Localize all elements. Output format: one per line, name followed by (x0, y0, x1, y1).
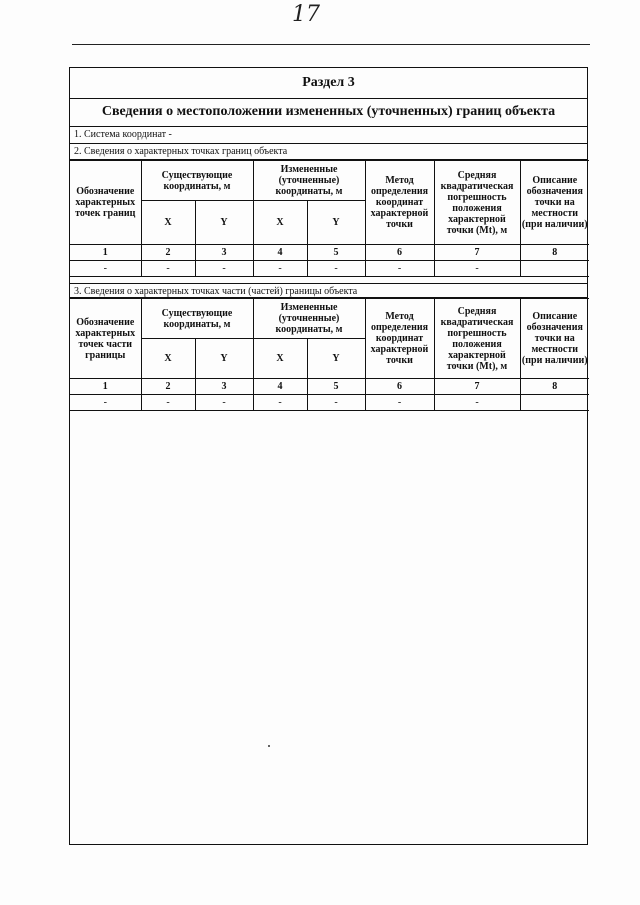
column-numbers-row (70, 245, 589, 261)
col-number: 3 (195, 379, 253, 395)
col-number: 6 (365, 245, 434, 261)
table-cell: - (195, 261, 253, 277)
table-cell (520, 395, 589, 411)
header-existing-coords: Существующие координаты, м (141, 299, 253, 339)
boundary-points-table (70, 160, 589, 277)
col-number: 8 (520, 245, 589, 261)
coord-system-line: 1. Система координат - (70, 126, 587, 144)
col-number: 5 (307, 379, 365, 395)
header-method: Метод определения координат характерной точки (365, 161, 434, 245)
header-designation: Обозначение характерных точек части границы (70, 299, 141, 379)
table-cell: - (365, 395, 434, 411)
table-cell (520, 261, 589, 277)
col-number: 4 (253, 379, 307, 395)
header-x: X (141, 339, 195, 379)
table-cell: - (434, 261, 520, 277)
header-y: Y (195, 201, 253, 245)
header-existing-coords: Существующие координаты, м (141, 161, 253, 201)
header-changed-coords: Измененные (уточненные) координаты, м (253, 299, 365, 339)
header-error: Средняя квадратическая погрешность положения характерной точки (Mt), м (434, 299, 520, 379)
top-rule (72, 44, 590, 45)
header-error: Средняя квадратическая погрешность положения характерной точки (Mt), м (434, 161, 520, 245)
col-number: 5 (307, 245, 365, 261)
header-description: Описание обозначения точки на местности (при наличии) (520, 161, 589, 245)
col-number: 6 (365, 379, 434, 395)
header-y-changed: Y (307, 201, 365, 245)
col-number: 4 (253, 245, 307, 261)
header-method: Метод определения координат характерной точки (365, 299, 434, 379)
table-cell: - (307, 261, 365, 277)
header-x-changed: X (253, 201, 307, 245)
table-cell: - (195, 395, 253, 411)
table-cell: - (253, 261, 307, 277)
header-y: Y (195, 339, 253, 379)
ink-dot (268, 745, 270, 747)
table-cell: - (141, 395, 195, 411)
col-number: 3 (195, 245, 253, 261)
header-x: X (141, 201, 195, 245)
col-number: 1 (70, 245, 141, 261)
col-number: 2 (141, 245, 195, 261)
table-row (70, 395, 589, 411)
table-cell: - (253, 395, 307, 411)
table-cell: - (141, 261, 195, 277)
section-subtitle: Сведения о местоположении измененных (уточненных) границ объекта (70, 98, 587, 127)
table-cell: - (434, 395, 520, 411)
column-numbers-row (70, 379, 589, 395)
part-points-table (70, 298, 589, 411)
col-number: 2 (141, 379, 195, 395)
table-cell: - (307, 395, 365, 411)
document-frame (69, 67, 588, 845)
parts-heading: 3. Сведения о характерных точках части (частей) границы объекта (70, 283, 587, 298)
col-number: 1 (70, 379, 141, 395)
col-number: 7 (434, 379, 520, 395)
header-y-changed: Y (307, 339, 365, 379)
col-number: 7 (434, 245, 520, 261)
section-title: Раздел 3 (70, 68, 587, 99)
header-changed-coords: Измененные (уточненные) координаты, м (253, 161, 365, 201)
table-cell: - (70, 395, 141, 411)
table-row (70, 261, 589, 277)
header-x-changed: X (253, 339, 307, 379)
points-heading: 2. Сведения о характерных точках границ объекта (70, 144, 587, 160)
header-description: Описание обозначения точки на местности (при наличии) (520, 299, 589, 379)
table-cell: - (365, 261, 434, 277)
col-number: 8 (520, 379, 589, 395)
table-cell: - (70, 261, 141, 277)
page-number: 17 (292, 2, 320, 27)
header-designation: Обозначение характерных точек границ (70, 161, 141, 245)
